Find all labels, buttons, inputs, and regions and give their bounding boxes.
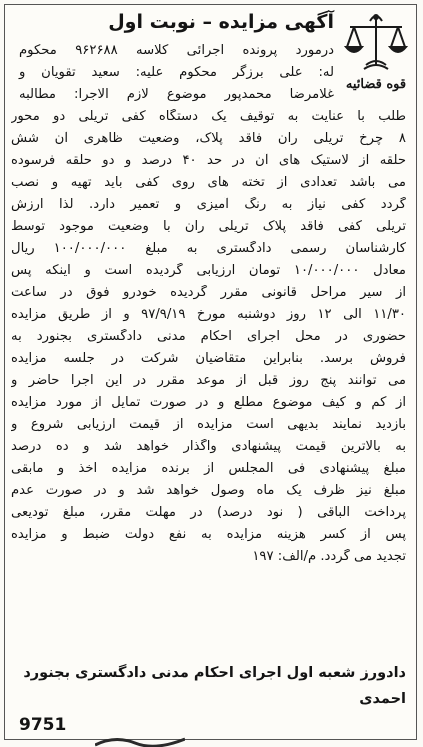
body-line: حلقه از لاستیک های آن در حد ۴۰ درصد و دو حلقه فرسوده bbox=[11, 153, 406, 168]
body-line: پس از کسر هزینه مزایده به نفع دولت ضبط و مزایده bbox=[11, 527, 406, 542]
body-line: ۱۱/۳۰ الی ۱۲ روز دوشنبه مورخ ۹۷/۹/۱۹ و از طریق مزایده bbox=[11, 307, 406, 322]
body-line: به بالاترین قیمت پیشنهادی واگذار خواهد شد و ده درصد bbox=[11, 439, 406, 454]
header-line: له: علی برزگر محکوم علیه: سعید تقویان و bbox=[19, 65, 334, 80]
body-line: از سیر مراحل قانونی مقرر گردیده خودرو فوق در ساعت bbox=[11, 285, 406, 300]
body-line: طلب با عنایت به توقیف یک دستگاه کفی تریلی دو محور bbox=[11, 109, 406, 124]
body-line: مبلغ نیز ظرف یک ماه وصول خواهد شد و در صورت عدم bbox=[11, 483, 406, 498]
notice-title: آگهی مزایده – نوبت اول bbox=[108, 11, 334, 33]
body-line: می باشد تعدادی از تخته های روی کفی باید تهیه و نصب bbox=[11, 175, 406, 190]
scales-of-justice-icon bbox=[342, 11, 410, 75]
body-line: فروش برسد. بنابراین متقاضیان شرکت در جلسه مزایده bbox=[11, 351, 406, 366]
header-line: درمورد پرونده اجرائی کلاسه ۹۶۲۶۸۸ محکوم bbox=[19, 43, 334, 58]
body-line: معادل ۱۰/۰۰۰/۰۰۰ تومان ارزیابی گردیده است و اینکه پس bbox=[11, 263, 406, 278]
emblem-caption: قوه قضائیه bbox=[345, 77, 407, 92]
body-line: بازدید نمایند بدیهی است مزایده از قیمت ارزیابی شروع و bbox=[11, 417, 406, 432]
body-line: حضوری در محل اجرای احکام مدنی دادگستری بجنورد به bbox=[11, 329, 406, 344]
body-line: کارشناسان رسمی دادگستری به مبلغ ۱۰۰/۰۰۰/۰۰۰ ریال bbox=[11, 241, 406, 256]
ad-number: 9751 bbox=[19, 715, 67, 735]
body-line: تجدید می گردد. م/الف: ۱۹۷ bbox=[252, 549, 406, 564]
signature-title: دادورز شعبه اول اجرای احکام مدنی دادگستری بجنورد bbox=[23, 665, 406, 681]
body-line: می توانند پنج روز قبل از موعد مقرر در این اجرا حاضر و bbox=[11, 373, 406, 388]
body-line: ۸ چرخ تریلی ران فاقد پلاک، وضعیت ظاهری آن شش bbox=[11, 131, 406, 146]
signer-name: احمدی bbox=[359, 691, 406, 707]
body-line: پرداخت الباقی ( نود درصد) در مهلت مقرر، مبلغ تودیعی bbox=[11, 505, 406, 520]
judiciary-emblem bbox=[342, 11, 410, 101]
body-line: گردد کفی نیاز به رنگ آمیزی و تعمیر دارد. لذا ارزش bbox=[11, 197, 406, 212]
body-line: تریلی کفی فاقد پلاک تریلی ران با وضعیت موجود توسط bbox=[11, 219, 406, 234]
body-line: مبلغ پیشنهادی فی المجلس از برنده مزایده اخذ و مابقی bbox=[11, 461, 406, 476]
header-line: غلامرضا محمدپور موضوع لازم الاجرا: مطالبه bbox=[19, 87, 334, 102]
print-mark-icon bbox=[95, 733, 185, 747]
body-line: از کم و کیف موضوع مطلع و در صورت تمایل از مورد مزایده bbox=[11, 395, 406, 410]
notice-frame bbox=[4, 4, 417, 740]
